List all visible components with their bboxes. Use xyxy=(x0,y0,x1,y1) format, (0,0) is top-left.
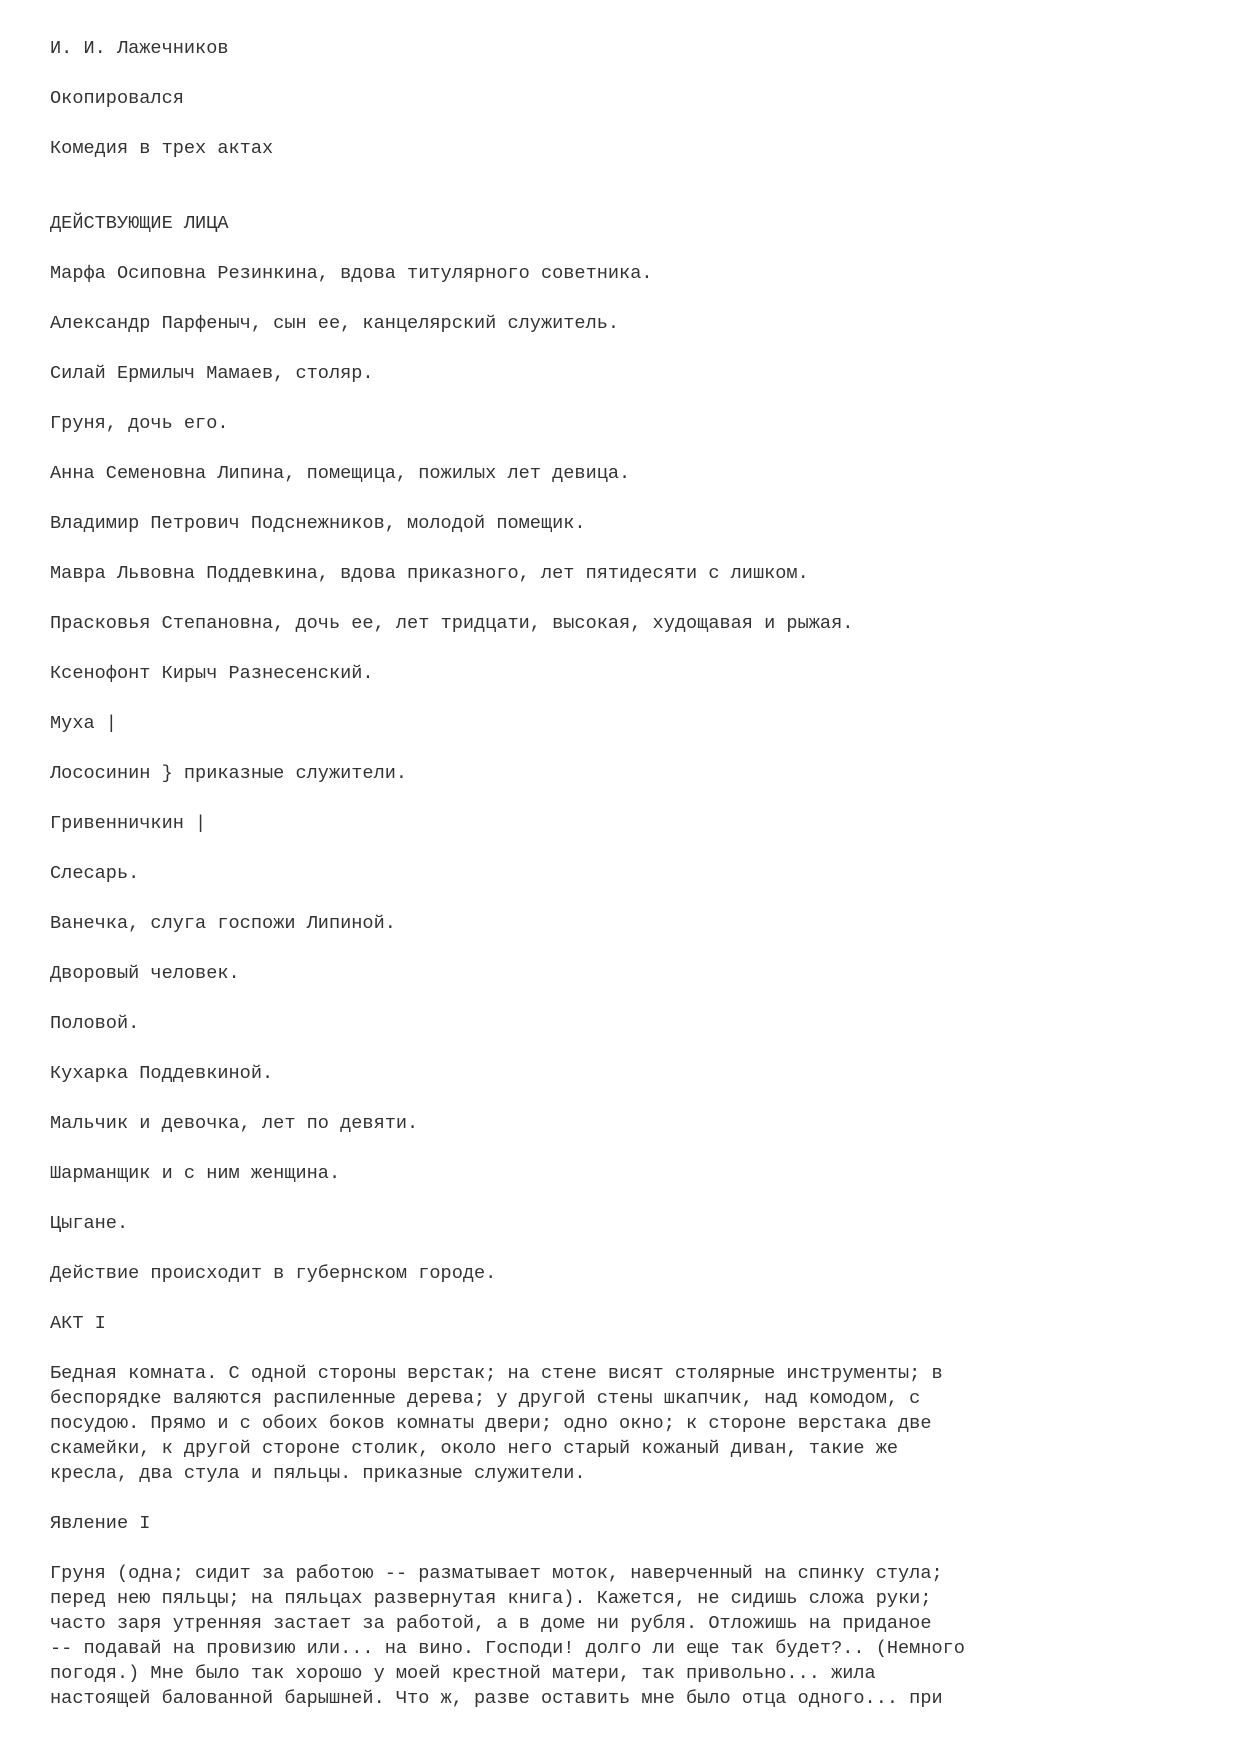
cast-item: Силай Ермилыч Мамаев, столяр. xyxy=(50,363,374,384)
cast-item: Половой. xyxy=(50,1013,140,1034)
stage-direction: Бедная комната. С одной стороны верстак; на стене висят столярные инструменты; в беспорядке валяются распиленные дерева; у другой стены шкапчик, над комодом, с посудою. Прямо и с обоих боков комнаты двери; одно окно; к стороне верстака две скамейки, к другой стороне столик, около него старый кожаный диван, такие же кресла, два стула и пяльцы. приказные служители. xyxy=(50,1363,943,1484)
cast-item: Груня, дочь его. xyxy=(50,413,229,434)
cast-item: Слесарь. xyxy=(50,863,140,884)
author-line: И. И. Лажечников xyxy=(50,38,229,59)
cast-item: Шарманщик и с ним женщина. xyxy=(50,1163,341,1184)
cast-item: Марфа Осиповна Резинкина, вдова титулярного советника. xyxy=(50,263,653,284)
setting-note: Действие происходит в губернском городе. xyxy=(50,1263,497,1284)
cast-item: Дворовый человек. xyxy=(50,963,240,984)
cast-item: Кухарка Поддевкиной. xyxy=(50,1063,274,1084)
cast-item: Прасковья Степановна, дочь ее, лет тридцати, высокая, худощавая и рыжая. xyxy=(50,613,854,634)
cast-item: Ксенофонт Кирыч Разнесенский. xyxy=(50,663,374,684)
cast-item: Мавра Львовна Поддевкина, вдова приказного, лет пятидесяти с лишком. xyxy=(50,563,809,584)
cast-item: Муха | xyxy=(50,713,117,734)
cast-item: Владимир Петрович Подснежников, молодой помещик. xyxy=(50,513,586,534)
act-heading: АКТ I xyxy=(50,1313,106,1334)
dialogue-paragraph: Груня (одна; сидит за работою -- разматывает моток, наверченный на спинку стула; перед нею пяльцы; на пяльцах развернутая книга). Кажется, не сидишь сложа руки; часто заря утренняя застает за работой, а в доме ни рубля. Отложишь на приданое -- подавай на провизию или... на вино. Господи! долго ли еще так будет?.. (Немного погодя.) Мне было так хорошо у моей крестной матери, так привольно... жила настоящей балованной барышней. Что ж, разве оставить мне было отца одного... при xyxy=(50,1563,965,1709)
cast-item: Мальчик и девочка, лет по девяти. xyxy=(50,1113,419,1134)
cast-item: Цыгане. xyxy=(50,1213,129,1234)
cast-item: Гривенничкин | xyxy=(50,813,207,834)
cast-heading: ДЕЙСТВУЮЩИЕ ЛИЦА xyxy=(50,213,229,234)
play-title: Окопировался xyxy=(50,88,184,109)
scene-heading: Явление I xyxy=(50,1513,151,1534)
cast-item: Александр Парфеныч, сын ее, канцелярский служитель. xyxy=(50,313,620,334)
cast-item: Анна Семеновна Липина, помещица, пожилых лет девица. xyxy=(50,463,631,484)
spacer xyxy=(50,186,1202,211)
cast-item: Лососинин } приказные служители. xyxy=(50,763,408,784)
cast-item: Ванечка, слуга госпожи Липиной. xyxy=(50,913,396,934)
play-subtitle: Комедия в трех актах xyxy=(50,138,274,159)
